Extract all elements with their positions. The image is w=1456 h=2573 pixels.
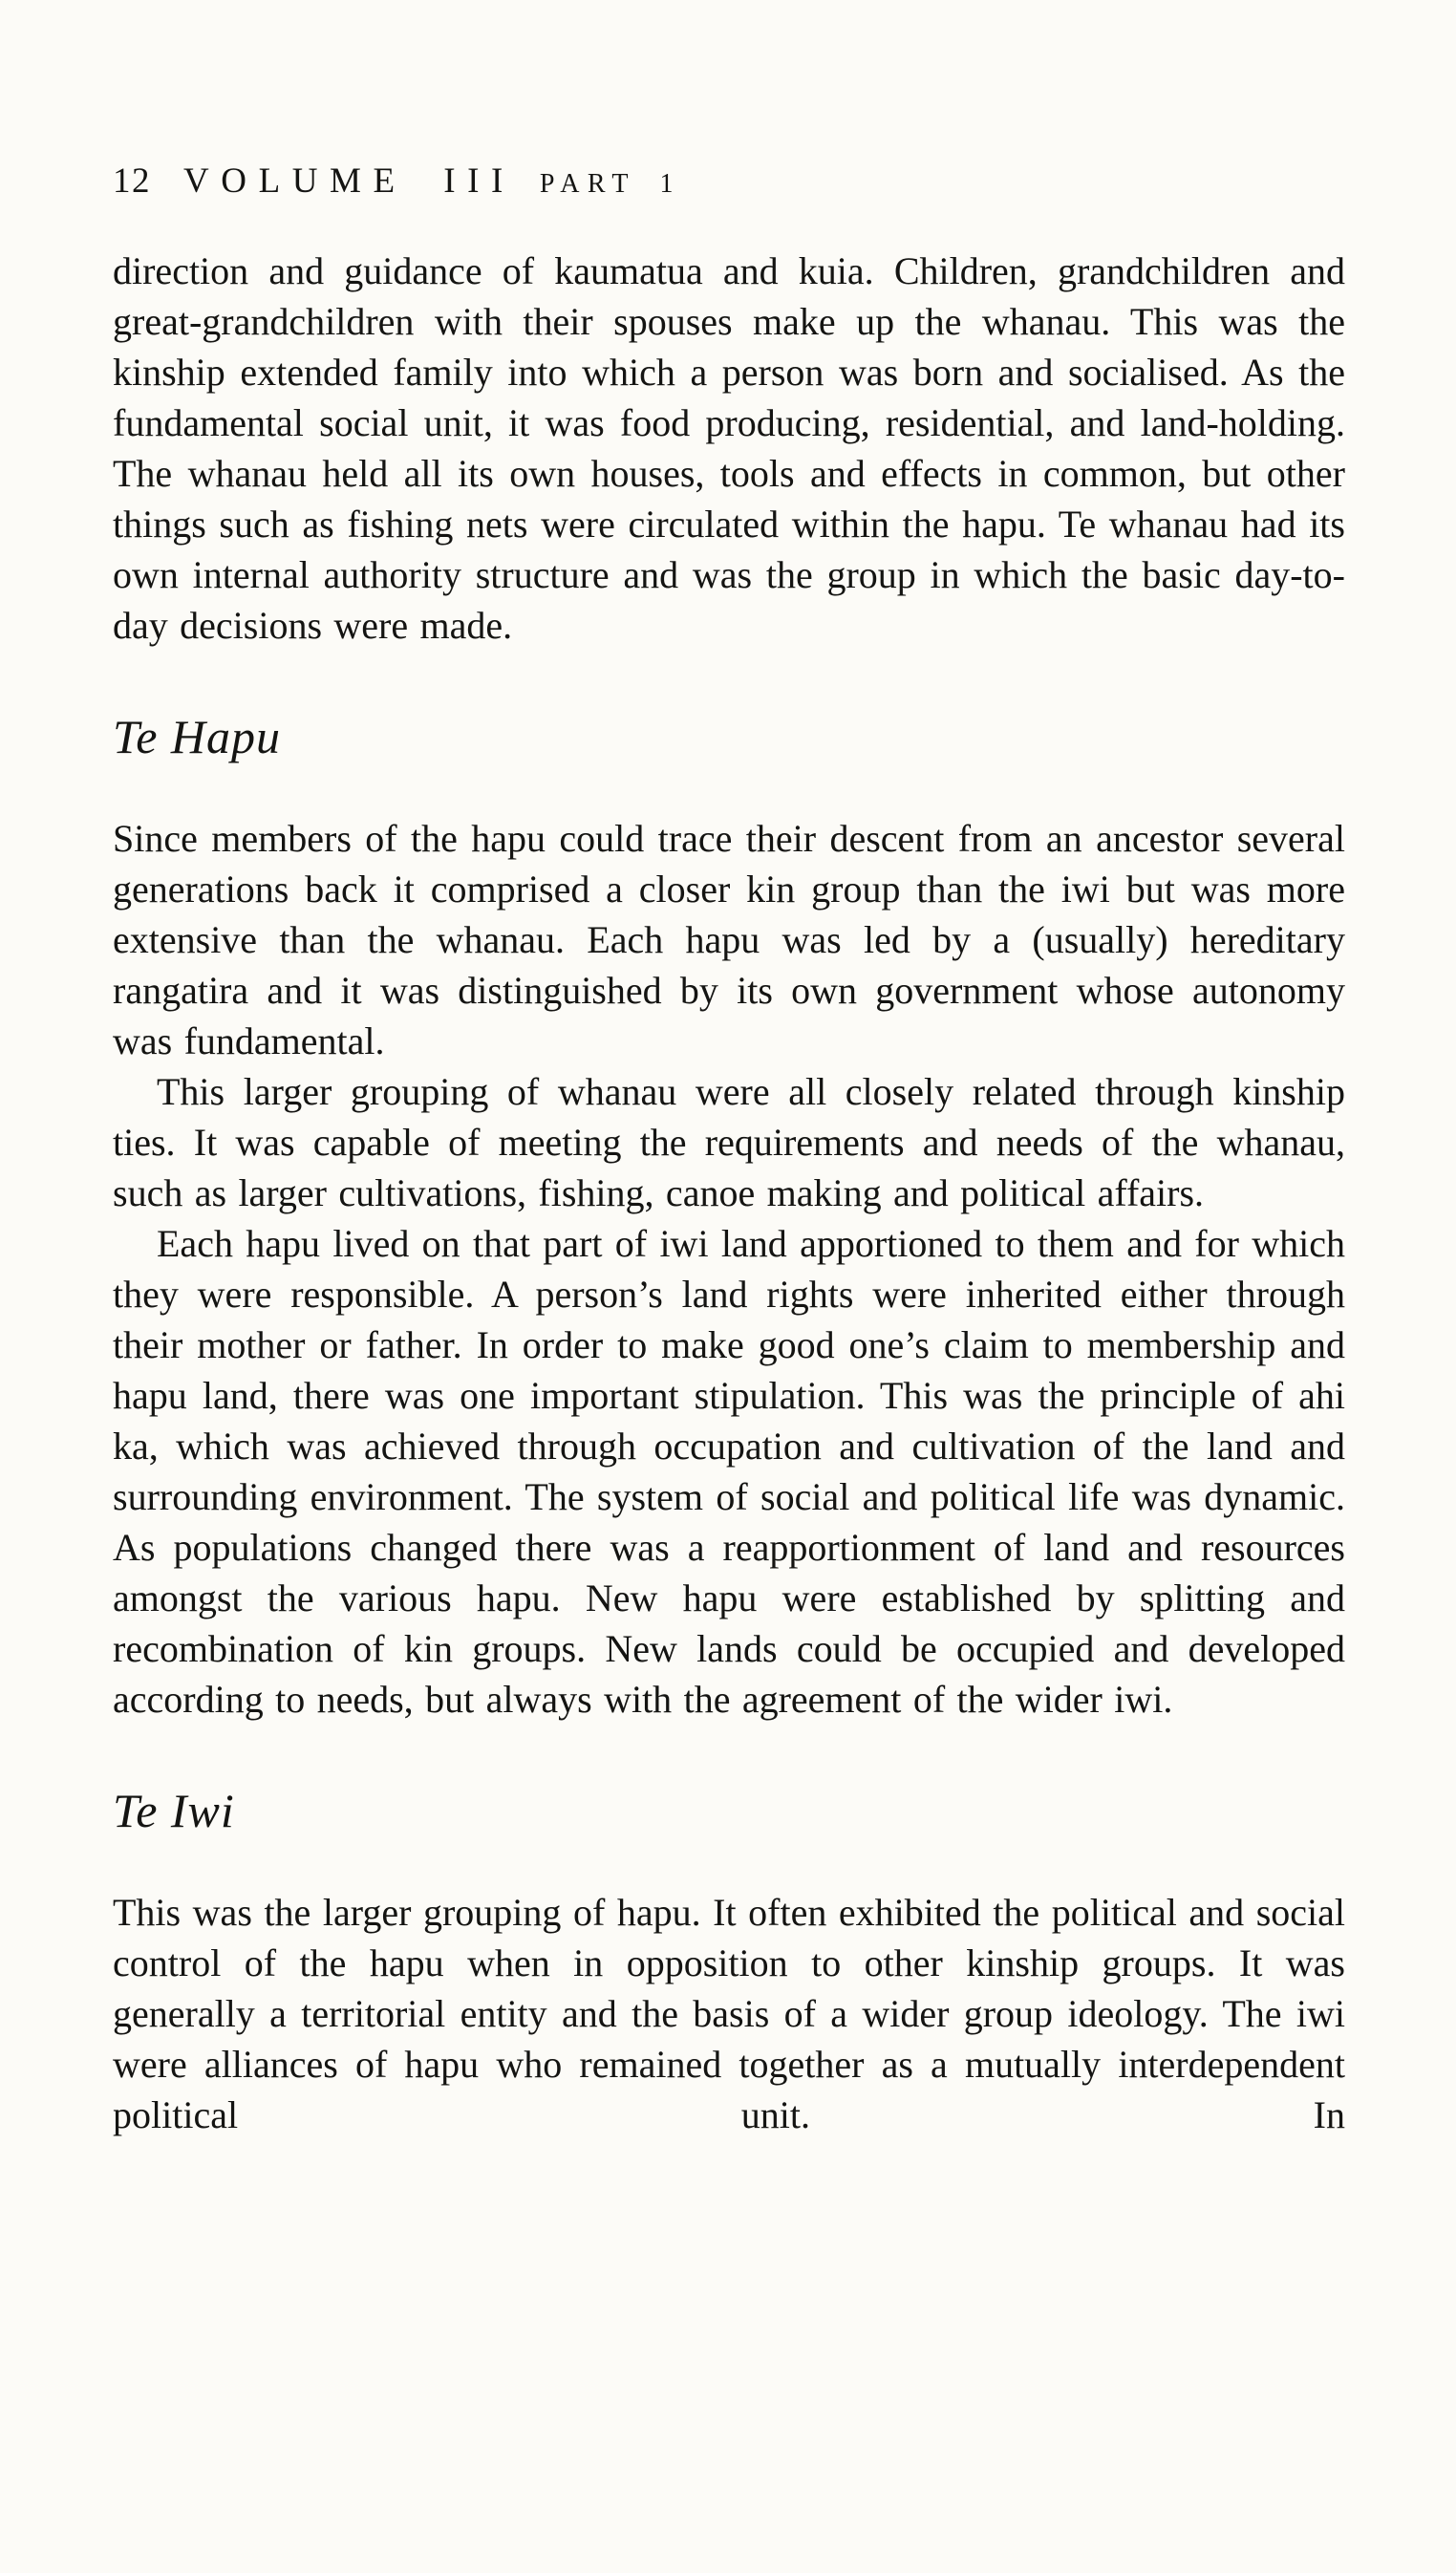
part-label: PART 1 <box>539 169 681 199</box>
page-number: 12 <box>113 161 151 201</box>
paragraph-hapu-3: Each hapu lived on that part of iwi land apportioned to them and for which they were responsible. A person’s land rights were inherited either through their mother or father. In order to make good one’s claim to membership and hapu land, there was one important stipulation. This was the principle of ahi ka, which was achieved through occupation and cultivation of the land and surrounding environment. The system of social and political life was dynamic. As populations changed there was a reapportionment of land and resources amongst the various hapu. New hapu were established by splitting and recombination of kin groups. New lands could be occupied and developed according to needs, but always with the agreement of the wider iwi. <box>113 1222 1345 1721</box>
paragraph-hapu-2: This larger grouping of whanau were all closely related through kinship ties. It was capable of meeting the requirements and needs of the whanau, such as larger cultivations, fishing, canoe making and political affairs. <box>113 1070 1345 1214</box>
section-heading-te-hapu: Te Hapu <box>113 710 282 763</box>
volume-title: VOLUME III <box>182 161 515 201</box>
section-heading-te-iwi: Te Iwi <box>113 1784 235 1837</box>
paragraph-whanau-continuation: direction and guidance of kaumatua and kuia. Children, grandchildren and great-grandchildren with their spouses make up the whanau. This was the kinship extended family into which a person was born and socialised. As the fundamental social unit, it was food producing, residential, and land-holding. The whanau held all its own houses, tools and effects in common, but other things such as fishing nets were circulated within the hapu. Te whanau had its own internal authority structure and was the group in which the basic day-to-day decisions were made. <box>113 249 1345 647</box>
paragraph-iwi-1: This was the larger grouping of hapu. It often exhibited the political and social control of the hapu when in opposition to other kinship groups. It was generally a territorial entity and the basis of a wider group ideology. The iwi were alliances of hapu who remained together as a mutually interdependent political unit. In <box>113 1891 1345 2136</box>
page-header <box>113 161 1345 202</box>
paragraph-hapu-1: Since members of the hapu could trace their descent from an ancestor several generations back it comprised a closer kin group than the iwi but was more extensive than the whanau. Each hapu was led by a (usually) hereditary rangatira and it was distinguished by its own government whose autonomy was fundamental. <box>113 817 1345 1062</box>
